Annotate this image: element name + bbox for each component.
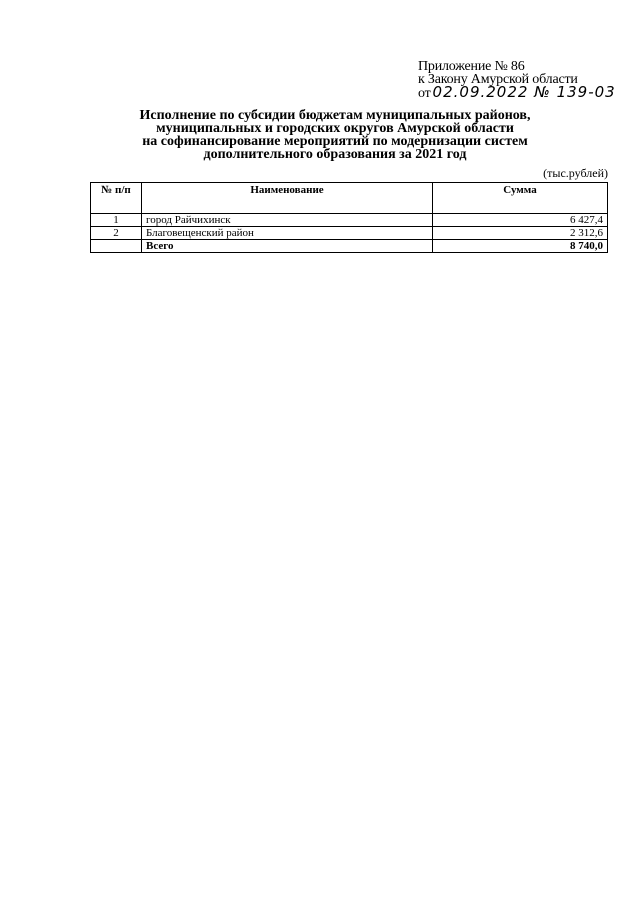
row-name: город Райчихинск <box>142 214 433 227</box>
total-sum: 8 740,0 <box>433 240 608 253</box>
row-sum: 2 312,6 <box>433 227 608 240</box>
appendix-date-line <box>418 83 616 101</box>
title-line-1: Исполнение по субсидии бюджетам муниципальных районов, <box>139 108 531 123</box>
header-sum: Сумма <box>433 183 608 214</box>
title-line-3: на софинансирование мероприятий по модернизации систем <box>142 134 528 149</box>
table-total-row <box>91 240 608 253</box>
row-name: Благовещенский район <box>142 227 433 240</box>
document-title <box>100 109 570 161</box>
appendix-date-prefix: от <box>418 86 431 101</box>
handwritten-date: 02.09.2022 № 139-03 <box>432 83 616 101</box>
table-row <box>91 227 608 240</box>
table-row <box>91 214 608 227</box>
title-line-2: муниципальных и городских округов Амурской области <box>156 121 514 136</box>
title-line-4: дополнительного образования за 2021 год <box>203 147 467 162</box>
table-header-row <box>91 183 608 214</box>
appendix-law: к Закону Амурской области <box>418 72 578 87</box>
row-number: 1 <box>91 214 142 227</box>
units-label: (тыс.рублей) <box>543 166 608 180</box>
appendix-block <box>418 60 616 100</box>
subsidy-table <box>90 182 608 253</box>
total-label: Всего <box>142 240 433 253</box>
header-number: № п/п <box>91 183 142 214</box>
row-number: 2 <box>91 227 142 240</box>
total-number <box>91 240 142 253</box>
appendix-number: Приложение № 86 <box>418 59 525 74</box>
row-sum: 6 427,4 <box>433 214 608 227</box>
header-name: Наименование <box>142 183 433 214</box>
